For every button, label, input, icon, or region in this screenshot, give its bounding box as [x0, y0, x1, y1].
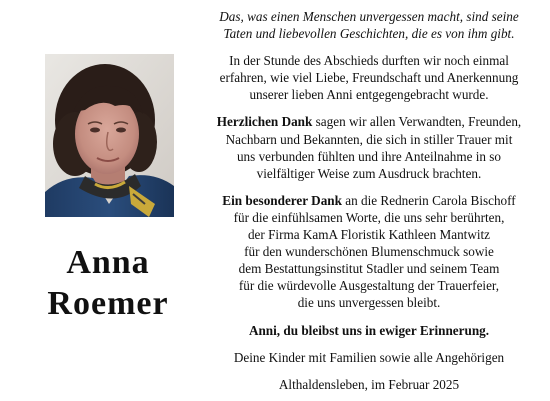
portrait-photo	[45, 54, 174, 217]
paragraph-line: der Firma KamA Floristik Kathleen Mantwitz	[247, 227, 491, 243]
paragraph-line: uns verbunden fühlten und ihre Anteilnahme in so	[236, 148, 502, 164]
name-first: Anna	[66, 244, 150, 281]
paragraph-line: unserer lieben Anni entgegengebracht wurde.	[249, 87, 489, 103]
paragraph-line: Nachbarn und Bekannten, die sich in stiller Trauer mit	[225, 131, 513, 147]
name-last: Roemer	[47, 285, 169, 322]
bold-lead: Ein besonderer Dank	[222, 192, 342, 208]
quote-line: Das, was einen Menschen unvergessen macht, sind seine	[219, 9, 519, 24]
line-rest: an die Rednerin Carola Bischoff	[341, 192, 516, 208]
paragraph-line: für die einfühlsamen Worte, die uns sehr berührten,	[233, 209, 505, 225]
paragraph-special-thanks	[196, 192, 542, 312]
bold-lead: Herzlichen Dank	[216, 114, 313, 130]
paragraph-line	[196, 113, 542, 130]
quote	[196, 8, 542, 42]
left-column	[8, 0, 208, 401]
paragraph-line	[196, 192, 542, 209]
paragraph-line: erfahren, wie viel Liebe, Freundschaft und Anerkennung	[219, 70, 519, 86]
paragraph-line: die uns unvergessen bleibt.	[297, 295, 441, 311]
place-date: Althaldensleben, im Februar 2025	[278, 376, 460, 392]
quote-line: Taten und liebevollen Geschichten, die es von ihm gibt.	[223, 26, 515, 42]
paragraph-line: für die würdevolle Ausgestaltung der Trauerfeier,	[238, 278, 500, 294]
paragraph-thanks	[196, 113, 542, 181]
paragraph-line: vielfältiger Weise zum Ausdruck brachten.	[256, 165, 482, 181]
paragraph-farewell	[196, 52, 542, 103]
line-rest: sagen wir allen Verwandten, Freunden,	[312, 114, 522, 130]
paragraph-line: für den wunderschönen Blumenschmuck sowie	[244, 244, 494, 260]
right-column	[196, 8, 542, 393]
paragraph-line: dem Bestattungsinstitut Stadler und seinem Team	[238, 261, 500, 277]
paragraph-line: In der Stunde des Abschieds durften wir noch einmal	[229, 53, 509, 69]
closing-line: Anni, du bleibst uns in ewiger Erinnerung.	[248, 322, 490, 338]
signature: Deine Kinder mit Familien sowie alle Angehörigen	[233, 349, 505, 365]
